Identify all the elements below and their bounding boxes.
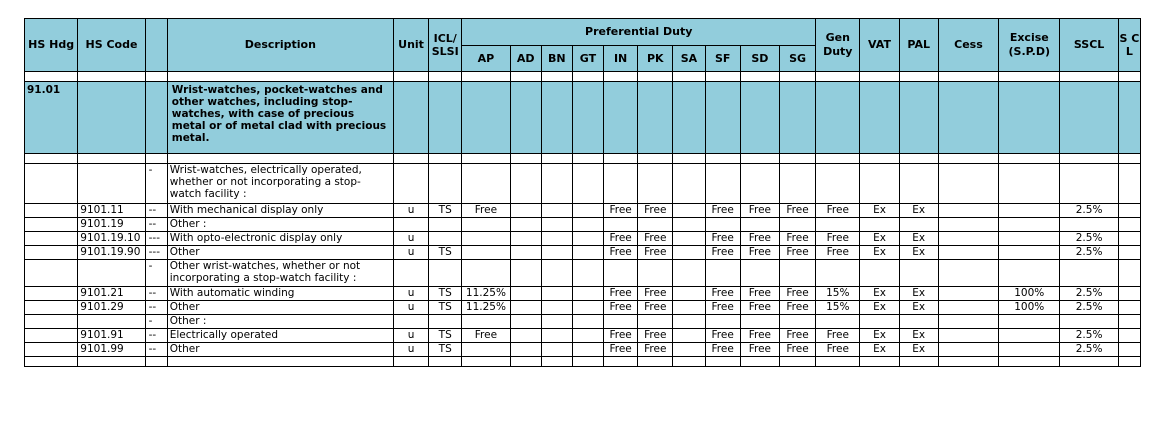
- cell-excise: [999, 232, 1060, 246]
- cell-sg: Free: [779, 246, 815, 260]
- cell-excise: [999, 246, 1060, 260]
- cell-bn: [541, 343, 572, 357]
- cell-scl: [1118, 287, 1140, 301]
- cell-vat: [860, 164, 899, 204]
- cell-ad: [510, 218, 541, 232]
- cell-sf: Free: [705, 246, 740, 260]
- cell-sa: [673, 315, 705, 329]
- cell-sf: [705, 260, 740, 287]
- cell-ap: 11.25%: [462, 301, 510, 315]
- cell-gen-duty: Free: [816, 232, 860, 246]
- cell-unit: u: [393, 204, 428, 218]
- cell-hs-hdg: [25, 329, 78, 343]
- cell-ad: [510, 343, 541, 357]
- cell-in: Free: [604, 329, 638, 343]
- cell-sf: Free: [705, 301, 740, 315]
- cell-sg: Free: [779, 204, 815, 218]
- cell-hs-hdg: [25, 315, 78, 329]
- cell-dash: --: [145, 218, 167, 232]
- cell-sscl: 2.5%: [1060, 329, 1118, 343]
- col-header-unit: Unit: [393, 19, 428, 72]
- table-row: [25, 287, 1141, 301]
- cell-sf: Free: [705, 287, 740, 301]
- col-header-sf: SF: [705, 46, 740, 72]
- cell-vat: Ex: [860, 343, 899, 357]
- cell-pal: Ex: [899, 246, 938, 260]
- cell-vat: [860, 260, 899, 287]
- cell-in: Free: [604, 301, 638, 315]
- cell-unit: [393, 164, 428, 204]
- cell-ap: [462, 232, 510, 246]
- col-header-bn: BN: [541, 46, 572, 72]
- cell-vat: Ex: [860, 329, 899, 343]
- cell-sg: Free: [779, 287, 815, 301]
- cell-hs-hdg: [25, 218, 78, 232]
- cell-dash: --: [145, 301, 167, 315]
- cell-description: Wrist-watches, electrically operated, whether or not incorporating a stop-watch facility :: [167, 164, 393, 204]
- cell-sscl: 2.5%: [1060, 204, 1118, 218]
- cell-dash: --: [145, 329, 167, 343]
- cell-bn: [541, 218, 572, 232]
- cell-bn: [541, 204, 572, 218]
- cell-in: Free: [604, 232, 638, 246]
- heading-description: Wrist-watches, pocket-watches and other watches, including stop-watches, with case of precious metal or of metal clad with precious metal.: [167, 82, 393, 154]
- cell-sa: [673, 246, 705, 260]
- cell-sd: [740, 164, 779, 204]
- cell-icl-slsi: TS: [429, 343, 462, 357]
- cell-sg: Free: [779, 329, 815, 343]
- cell-sg: [779, 315, 815, 329]
- cell-sg: [779, 164, 815, 204]
- cell-pal: Ex: [899, 343, 938, 357]
- cell-icl-slsi: [429, 315, 462, 329]
- cell-pk: [638, 164, 673, 204]
- cell-hs-hdg: [25, 164, 78, 204]
- spacer-row: [25, 154, 1141, 164]
- cell-ad: [510, 315, 541, 329]
- cell-unit: u: [393, 232, 428, 246]
- cell-icl-slsi: [429, 260, 462, 287]
- cell-sd: Free: [740, 301, 779, 315]
- cell-sg: Free: [779, 301, 815, 315]
- cell-bn: [541, 287, 572, 301]
- cell-sa: [673, 301, 705, 315]
- col-header-icl-slsi: ICL/ SLSI: [429, 19, 462, 72]
- cell-gen-duty: [816, 164, 860, 204]
- cell-sd: Free: [740, 232, 779, 246]
- cell-scl: [1118, 204, 1140, 218]
- cell-pal: [899, 164, 938, 204]
- cell-ad: [510, 164, 541, 204]
- cell-scl: [1118, 260, 1140, 287]
- col-header-dash: [145, 19, 167, 72]
- cell-pk: Free: [638, 343, 673, 357]
- cell-sf: Free: [705, 343, 740, 357]
- cell-gt: [572, 287, 603, 301]
- cell-gen-duty: Free: [816, 329, 860, 343]
- cell-cess: [938, 343, 998, 357]
- cell-ad: [510, 204, 541, 218]
- cell-cess: [938, 329, 998, 343]
- col-header-sd: SD: [740, 46, 779, 72]
- cell-description: Other :: [167, 315, 393, 329]
- col-header-sg: SG: [779, 46, 815, 72]
- cell-in: [604, 164, 638, 204]
- cell-hs-code: 9101.99: [78, 343, 145, 357]
- cell-gen-duty: [816, 260, 860, 287]
- cell-icl-slsi: [429, 232, 462, 246]
- cell-dash: --: [145, 204, 167, 218]
- cell-sd: [740, 260, 779, 287]
- cell-unit: u: [393, 343, 428, 357]
- cell-pal: Ex: [899, 301, 938, 315]
- cell-sd: [740, 218, 779, 232]
- cell-pal: Ex: [899, 287, 938, 301]
- cell-dash: -: [145, 260, 167, 287]
- cell-hs-hdg: [25, 301, 78, 315]
- cell-sa: [673, 218, 705, 232]
- cell-description: With mechanical display only: [167, 204, 393, 218]
- cell-description: Other: [167, 301, 393, 315]
- cell-sa: [673, 164, 705, 204]
- cell-pal: Ex: [899, 329, 938, 343]
- cell-scl: [1118, 301, 1140, 315]
- cell-excise: 100%: [999, 301, 1060, 315]
- cell-pal: Ex: [899, 232, 938, 246]
- cell-description: Other: [167, 246, 393, 260]
- cell-description: Electrically operated: [167, 329, 393, 343]
- cell-ad: [510, 329, 541, 343]
- cell-dash: -: [145, 315, 167, 329]
- cell-bn: [541, 260, 572, 287]
- cell-cess: [938, 301, 998, 315]
- cell-ap: [462, 164, 510, 204]
- cell-gt: [572, 329, 603, 343]
- col-header-pal: PAL: [899, 19, 938, 72]
- col-header-ap: AP: [462, 46, 510, 72]
- cell-excise: [999, 329, 1060, 343]
- cell-ap: Free: [462, 329, 510, 343]
- cell-pk: Free: [638, 301, 673, 315]
- cell-sscl: 2.5%: [1060, 343, 1118, 357]
- cell-pk: Free: [638, 204, 673, 218]
- cell-ad: [510, 260, 541, 287]
- spacer-row: [25, 357, 1141, 367]
- cell-gt: [572, 301, 603, 315]
- cell-icl-slsi: [429, 218, 462, 232]
- spacer-row: [25, 72, 1141, 82]
- cell-ap: 11.25%: [462, 287, 510, 301]
- cell-bn: [541, 232, 572, 246]
- cell-sscl: 2.5%: [1060, 232, 1118, 246]
- cell-excise: [999, 164, 1060, 204]
- cell-excise: [999, 204, 1060, 218]
- cell-hs-hdg: [25, 260, 78, 287]
- cell-vat: Ex: [860, 204, 899, 218]
- cell-in: Free: [604, 287, 638, 301]
- table-row: [25, 232, 1141, 246]
- cell-in: Free: [604, 246, 638, 260]
- cell-excise: 100%: [999, 287, 1060, 301]
- cell-bn: [541, 246, 572, 260]
- cell-gt: [572, 164, 603, 204]
- cell-gt: [572, 218, 603, 232]
- cell-unit: u: [393, 287, 428, 301]
- cell-scl: [1118, 164, 1140, 204]
- cell-gen-duty: 15%: [816, 287, 860, 301]
- cell-bn: [541, 329, 572, 343]
- table-row: [25, 204, 1141, 218]
- cell-sa: [673, 287, 705, 301]
- cell-cess: [938, 164, 998, 204]
- cell-hs-code: 9101.19.10: [78, 232, 145, 246]
- cell-description: Other wrist-watches, whether or not incorporating a stop-watch facility :: [167, 260, 393, 287]
- cell-sscl: 2.5%: [1060, 301, 1118, 315]
- cell-icl-slsi: TS: [429, 246, 462, 260]
- cell-sf: Free: [705, 204, 740, 218]
- table-row: [25, 246, 1141, 260]
- cell-unit: [393, 218, 428, 232]
- col-header-sa: SA: [673, 46, 705, 72]
- cell-sf: [705, 218, 740, 232]
- col-header-gt: GT: [572, 46, 603, 72]
- cell-sd: Free: [740, 204, 779, 218]
- cell-description: With opto-electronic display only: [167, 232, 393, 246]
- cell-sd: Free: [740, 329, 779, 343]
- cell-sf: [705, 315, 740, 329]
- cell-hs-code: 9101.11: [78, 204, 145, 218]
- cell-pal: [899, 218, 938, 232]
- col-header-hs-code: HS Code: [78, 19, 145, 72]
- cell-vat: Ex: [860, 232, 899, 246]
- cell-cess: [938, 287, 998, 301]
- col-header-excise: Excise (S.P.D): [999, 19, 1060, 72]
- cell-sg: [779, 260, 815, 287]
- cell-ap: Free: [462, 204, 510, 218]
- cell-gen-duty: [816, 218, 860, 232]
- cell-dash: ---: [145, 246, 167, 260]
- cell-unit: [393, 260, 428, 287]
- cell-hs-code: 9101.19.90: [78, 246, 145, 260]
- cell-sscl: [1060, 315, 1118, 329]
- cell-pk: Free: [638, 329, 673, 343]
- cell-gen-duty: Free: [816, 246, 860, 260]
- cell-dash: -: [145, 164, 167, 204]
- cell-gt: [572, 315, 603, 329]
- table-row: [25, 164, 1141, 204]
- cell-hs-code: [78, 315, 145, 329]
- cell-cess: [938, 246, 998, 260]
- col-header-sscl: SSCL: [1060, 19, 1118, 72]
- cell-ap: [462, 343, 510, 357]
- cell-bn: [541, 315, 572, 329]
- cell-pal: Ex: [899, 204, 938, 218]
- cell-dash: ---: [145, 232, 167, 246]
- cell-bn: [541, 164, 572, 204]
- cell-description: Other: [167, 343, 393, 357]
- table-body: [25, 72, 1141, 367]
- cell-hs-hdg: [25, 232, 78, 246]
- cell-excise: [999, 315, 1060, 329]
- cell-ad: [510, 246, 541, 260]
- cell-hs-code: 9101.29: [78, 301, 145, 315]
- cell-unit: u: [393, 246, 428, 260]
- cell-description: Other :: [167, 218, 393, 232]
- table-row: [25, 301, 1141, 315]
- cell-dash: --: [145, 343, 167, 357]
- cell-gt: [572, 204, 603, 218]
- cell-vat: [860, 315, 899, 329]
- cell-icl-slsi: TS: [429, 329, 462, 343]
- cell-gt: [572, 343, 603, 357]
- cell-sa: [673, 343, 705, 357]
- cell-hs-code: [78, 260, 145, 287]
- cell-vat: Ex: [860, 301, 899, 315]
- cell-sf: [705, 164, 740, 204]
- cell-ap: [462, 246, 510, 260]
- cell-gen-duty: 15%: [816, 301, 860, 315]
- cell-sd: Free: [740, 287, 779, 301]
- cell-pal: [899, 260, 938, 287]
- cell-sscl: 2.5%: [1060, 287, 1118, 301]
- cell-sscl: [1060, 218, 1118, 232]
- cell-pk: [638, 260, 673, 287]
- cell-hs-code: 9101.91: [78, 329, 145, 343]
- col-header-ad: AD: [510, 46, 541, 72]
- col-header-vat: VAT: [860, 19, 899, 72]
- cell-in: [604, 315, 638, 329]
- cell-unit: [393, 315, 428, 329]
- table-row: [25, 218, 1141, 232]
- cell-ap: [462, 260, 510, 287]
- cell-sf: Free: [705, 232, 740, 246]
- cell-gt: [572, 246, 603, 260]
- cell-hs-hdg: [25, 287, 78, 301]
- cell-sscl: [1060, 164, 1118, 204]
- cell-in: Free: [604, 204, 638, 218]
- cell-icl-slsi: TS: [429, 287, 462, 301]
- cell-ad: [510, 287, 541, 301]
- cell-icl-slsi: [429, 164, 462, 204]
- cell-unit: u: [393, 329, 428, 343]
- cell-hs-hdg: [25, 343, 78, 357]
- cell-sg: Free: [779, 343, 815, 357]
- cell-scl: [1118, 246, 1140, 260]
- cell-pal: [899, 315, 938, 329]
- col-header-scl: S C L: [1118, 19, 1140, 72]
- col-header-pk: PK: [638, 46, 673, 72]
- col-header-cess: Cess: [938, 19, 998, 72]
- cell-bn: [541, 301, 572, 315]
- cell-gen-duty: Free: [816, 204, 860, 218]
- cell-in: [604, 218, 638, 232]
- cell-hs-hdg: [25, 204, 78, 218]
- table-row: [25, 260, 1141, 287]
- tariff-table: [24, 18, 1141, 367]
- cell-unit: u: [393, 301, 428, 315]
- cell-pk: Free: [638, 246, 673, 260]
- cell-sa: [673, 204, 705, 218]
- cell-sa: [673, 329, 705, 343]
- cell-vat: [860, 218, 899, 232]
- cell-scl: [1118, 329, 1140, 343]
- cell-sscl: 2.5%: [1060, 246, 1118, 260]
- cell-ad: [510, 301, 541, 315]
- col-header-hs-hdg: HS Hdg: [25, 19, 78, 72]
- table-row: [25, 343, 1141, 357]
- col-header-description: Description: [167, 19, 393, 72]
- cell-icl-slsi: TS: [429, 204, 462, 218]
- cell-excise: [999, 343, 1060, 357]
- cell-hs-hdg: [25, 246, 78, 260]
- cell-excise: [999, 260, 1060, 287]
- cell-ap: [462, 315, 510, 329]
- cell-sd: Free: [740, 343, 779, 357]
- cell-hs-code: 9101.21: [78, 287, 145, 301]
- cell-gen-duty: Free: [816, 343, 860, 357]
- cell-gt: [572, 260, 603, 287]
- cell-scl: [1118, 232, 1140, 246]
- cell-gen-duty: [816, 315, 860, 329]
- cell-hs-code: [78, 164, 145, 204]
- cell-pk: Free: [638, 287, 673, 301]
- cell-cess: [938, 315, 998, 329]
- cell-cess: [938, 218, 998, 232]
- cell-sg: Free: [779, 232, 815, 246]
- cell-dash: --: [145, 287, 167, 301]
- cell-pk: [638, 315, 673, 329]
- cell-pk: Free: [638, 232, 673, 246]
- cell-cess: [938, 260, 998, 287]
- heading-hs-hdg: 91.01: [25, 82, 78, 154]
- cell-ap: [462, 218, 510, 232]
- cell-scl: [1118, 343, 1140, 357]
- cell-scl: [1118, 218, 1140, 232]
- cell-cess: [938, 204, 998, 218]
- cell-excise: [999, 218, 1060, 232]
- cell-sscl: [1060, 260, 1118, 287]
- cell-sa: [673, 260, 705, 287]
- cell-description: With automatic winding: [167, 287, 393, 301]
- cell-sd: Free: [740, 246, 779, 260]
- cell-sd: [740, 315, 779, 329]
- cell-pk: [638, 218, 673, 232]
- cell-gt: [572, 232, 603, 246]
- cell-sa: [673, 232, 705, 246]
- cell-hs-code: 9101.19: [78, 218, 145, 232]
- cell-vat: Ex: [860, 246, 899, 260]
- heading-row: [25, 82, 1141, 154]
- table-row: [25, 315, 1141, 329]
- table-row: [25, 329, 1141, 343]
- cell-icl-slsi: TS: [429, 301, 462, 315]
- col-header-gen-duty: Gen Duty: [816, 19, 860, 72]
- col-header-in: IN: [604, 46, 638, 72]
- cell-scl: [1118, 315, 1140, 329]
- cell-in: Free: [604, 343, 638, 357]
- cell-in: [604, 260, 638, 287]
- cell-sg: [779, 218, 815, 232]
- col-header-preferential-duty: Preferential Duty: [462, 19, 816, 46]
- cell-ad: [510, 232, 541, 246]
- cell-cess: [938, 232, 998, 246]
- cell-sf: Free: [705, 329, 740, 343]
- cell-vat: Ex: [860, 287, 899, 301]
